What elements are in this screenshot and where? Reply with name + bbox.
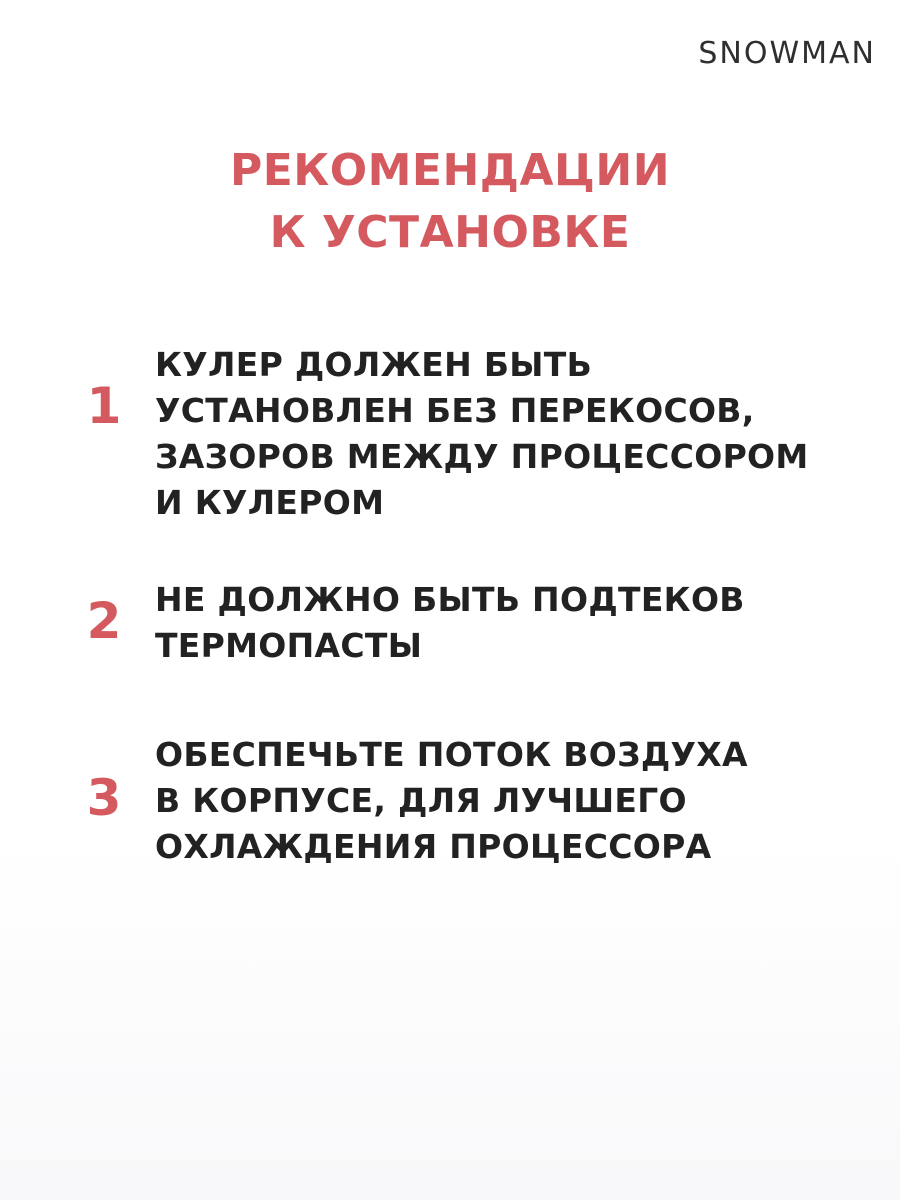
step-line: КУЛЕР ДОЛЖЕН БЫТЬ [155,345,593,384]
step-line: НЕ ДОЛЖНО БЫТЬ ПОДТЕКОВ [155,580,745,619]
step-text [155,732,875,870]
page-title [0,140,900,264]
step-number: 3 [86,769,122,827]
step-line: ТЕРМОПАСТЫ [155,626,423,665]
title-line-1: РЕКОМЕНДАЦИИ [229,145,671,196]
step-number: 2 [86,592,122,650]
step-line: ЗАЗОРОВ МЕЖДУ ПРОЦЕССОРОМ [155,437,809,476]
step-text [155,342,875,526]
step-line: И КУЛЕРОМ [155,483,385,522]
step-line: УСТАНОВЛЕН БЕЗ ПЕРЕКОСОВ, [155,391,755,430]
step-number: 1 [86,377,122,435]
step-line: В КОРПУСЕ, ДЛЯ ЛУЧШЕГО [155,781,687,820]
step-line: ОБЕСПЕЧЬТЕ ПОТОК ВОЗДУХА [155,735,748,774]
brand-logo: SNOWMAN [698,36,876,71]
step-line: ОХЛАЖДЕНИЯ ПРОЦЕССОРА [155,827,712,866]
title-line-2: К УСТАНОВКЕ [269,207,631,258]
step-text [155,577,875,669]
